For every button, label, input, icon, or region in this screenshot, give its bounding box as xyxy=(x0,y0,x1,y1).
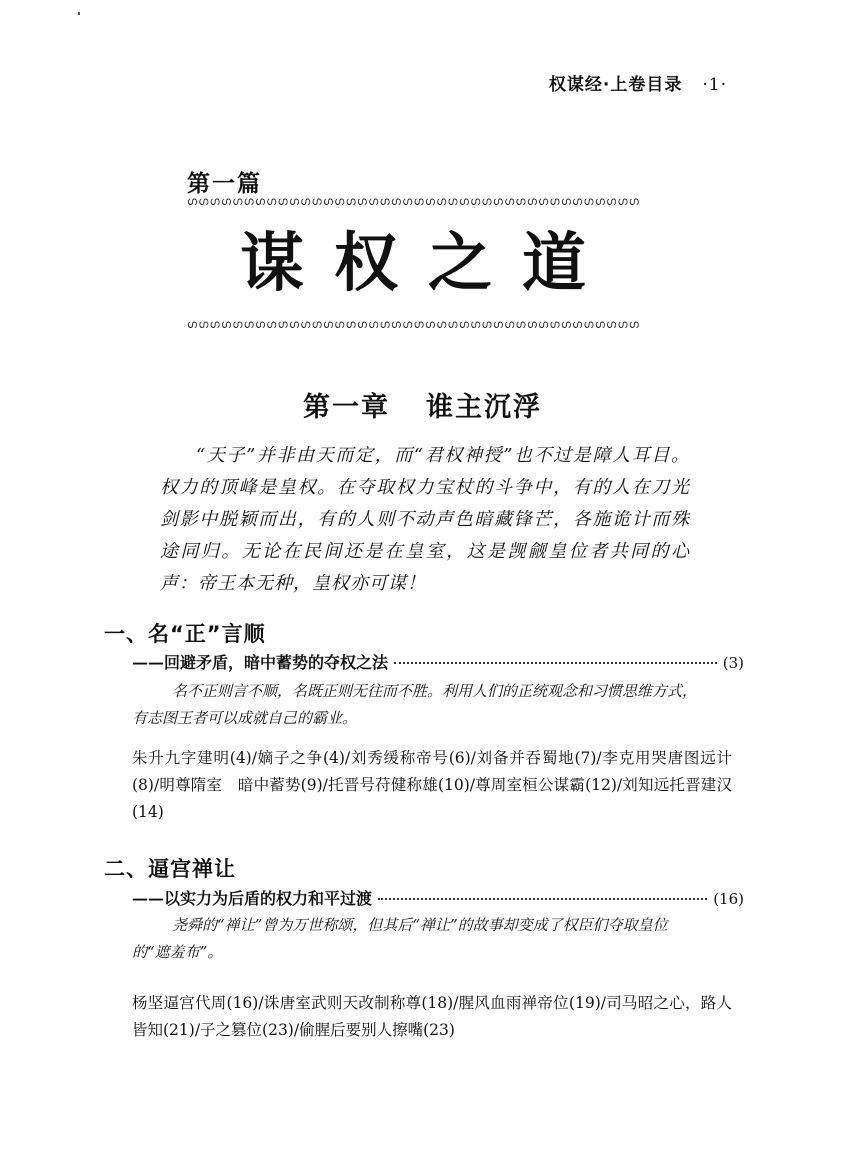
ornament-glyph: ഗ xyxy=(492,319,503,331)
ornament-glyph: ഗ xyxy=(198,319,209,331)
ornament-glyph: ഗ xyxy=(492,196,503,208)
ornament-glyph: ഗ xyxy=(220,319,231,331)
section-2-subtitle: ——以实力为后盾的权力和平过渡 xyxy=(132,889,373,908)
running-header xyxy=(549,70,727,95)
ornament-glyph: ഗ xyxy=(356,196,367,208)
ornament-glyph: ഗ xyxy=(606,319,617,331)
ornament-glyph: ഗ xyxy=(424,319,435,331)
ornament-glyph: ഗ xyxy=(583,196,594,208)
chapter-intro: “天子”并非由天而定，而“君权神授”也不过是障人耳目。权力的顶峰是皇权。在夺取权力宝杖的斗争中，有的人在刀光剑影中脱颖而出，有的人则不动声色暗藏锋芒，各施诡计而殊途同归。无论在民间还是在皇室，这是觊觎皇位者共同的心声：帝王本无种，皇权亦可谋！ xyxy=(160,445,690,594)
ornament-glyph: ഗ xyxy=(379,196,390,208)
ornament-glyph: ഗ xyxy=(232,196,243,208)
scan-speck xyxy=(78,12,80,15)
ornament-glyph: ഗ xyxy=(572,319,583,331)
ornament-glyph: ഗ xyxy=(583,319,594,331)
running-title: 权谋经·上卷目录 xyxy=(548,75,683,95)
section-2-items: 杨坚逼宫代周(16)/诛唐室武则天改制称尊(18)/腥风血雨禅帝位(19)/司马昭之心，路人皆知(21)/子之篡位(23)/偷腥后要别人擦嘴(23) xyxy=(132,994,732,1039)
part-label: 第一篇 xyxy=(187,171,262,197)
chapter-name: 谁主沉浮 xyxy=(426,392,542,423)
ornament-glyph: ഗ xyxy=(288,196,299,208)
ornament-glyph: ഗ xyxy=(345,196,356,208)
ornament-glyph: ഗ xyxy=(560,319,571,331)
ornament-glyph: ഗ xyxy=(334,196,345,208)
ornament-glyph: ഗ xyxy=(266,319,277,331)
ornament-glyph: ഗ xyxy=(481,196,492,208)
part-title: 谋权之道 xyxy=(240,226,616,301)
ornament-glyph: ഗ xyxy=(311,196,322,208)
ornament-glyph: ഗ xyxy=(232,319,243,331)
ornament-glyph: ഗ xyxy=(458,196,469,208)
section-2-title: 二、逼宫禅让 xyxy=(104,857,236,881)
ornament-glyph: ഗ xyxy=(356,319,367,331)
section-1-subtitle: ——回避矛盾，暗中蓄势的夺权之法 xyxy=(132,653,389,672)
ornament-glyph: ഗ xyxy=(345,319,356,331)
ornament-glyph: ഗ xyxy=(368,196,379,208)
ornament-glyph: ഗ xyxy=(481,319,492,331)
ornament-glyph: ഗ xyxy=(628,319,639,331)
ornament-border-bottom xyxy=(187,319,639,331)
chapter-number: 第一章 xyxy=(303,392,390,423)
ornament-glyph: ഗ xyxy=(549,196,560,208)
ornament-glyph: ഗ xyxy=(424,196,435,208)
ornament-glyph: ഗ xyxy=(300,319,311,331)
ornament-glyph: ഗ xyxy=(628,196,639,208)
ornament-glyph: ഗ xyxy=(243,319,254,331)
section-1-page: (3) xyxy=(722,654,744,672)
ornament-glyph: ഗ xyxy=(220,196,231,208)
ornament-glyph: ഗ xyxy=(447,196,458,208)
ornament-glyph: ഗ xyxy=(390,319,401,331)
ornament-glyph: ഗ xyxy=(254,196,265,208)
ornament-glyph: ഗ xyxy=(187,319,198,331)
ornament-glyph: ഗ xyxy=(368,319,379,331)
chapter-title xyxy=(0,385,845,424)
ornament-glyph: ഗ xyxy=(254,319,265,331)
ornament-glyph: ഗ xyxy=(594,196,605,208)
ornament-glyph: ഗ xyxy=(560,196,571,208)
ornament-glyph: ഗ xyxy=(526,319,537,331)
ornament-glyph: ഗ xyxy=(243,196,254,208)
ornament-glyph: ഗ xyxy=(413,196,424,208)
page-number: ·1· xyxy=(702,75,727,95)
ornament-glyph: ഗ xyxy=(447,319,458,331)
ornament-glyph: ഗ xyxy=(288,319,299,331)
dot-leader xyxy=(378,898,707,900)
ornament-glyph: ഗ xyxy=(322,196,333,208)
section-2-description: 尧舜的“禅让”曾为万世称颂，但其后“禅让”的故事却变成了权臣们夺取皇位的“遮羞布”。 xyxy=(132,916,668,961)
ornament-glyph: ഗ xyxy=(277,319,288,331)
section-2-toc-entry[interactable] xyxy=(132,886,744,909)
section-2-page: (16) xyxy=(713,890,744,908)
ornament-glyph: ഗ xyxy=(413,319,424,331)
ornament-glyph: ഗ xyxy=(436,196,447,208)
ornament-glyph: ഗ xyxy=(526,196,537,208)
ornament-glyph: ഗ xyxy=(594,319,605,331)
section-1-title: 一、名“正”言顺 xyxy=(104,622,266,646)
ornament-glyph: ഗ xyxy=(436,319,447,331)
ornament-glyph: ഗ xyxy=(402,196,413,208)
ornament-glyph: ഗ xyxy=(515,319,526,331)
ornament-glyph: ഗ xyxy=(470,196,481,208)
ornament-glyph: ഗ xyxy=(402,319,413,331)
ornament-glyph: ഗ xyxy=(198,196,209,208)
section-1-items: 朱升九字建明(4)/嫡子之争(4)/刘秀缓称帝号(6)/刘备并吞蜀地(7)/李克用哭唐图远计(8)/明尊隋室 暗中蓄势(9)/托晋号苻健称雄(10)/尊周室桓公谋霸(12)/刘知远托晋建汉(14) xyxy=(132,749,732,821)
ornament-glyph: ഗ xyxy=(334,319,345,331)
ornament-glyph: ഗ xyxy=(209,319,220,331)
ornament-glyph: ഗ xyxy=(549,319,560,331)
ornament-glyph: ഗ xyxy=(538,196,549,208)
ornament-glyph: ഗ xyxy=(617,319,628,331)
ornament-glyph: ഗ xyxy=(504,319,515,331)
ornament-glyph: ഗ xyxy=(322,319,333,331)
section-1-description: 名不正则言不顺，名既正则无往而不胜。利用人们的正统观念和习惯思维方式，有志图王者可以成就自己的霸业。 xyxy=(132,682,698,727)
ornament-glyph: ഗ xyxy=(538,319,549,331)
ornament-border-top xyxy=(187,196,639,208)
ornament-glyph: ഗ xyxy=(458,319,469,331)
ornament-glyph: ഗ xyxy=(379,319,390,331)
ornament-glyph: ഗ xyxy=(515,196,526,208)
ornament-glyph: ഗ xyxy=(617,196,628,208)
ornament-glyph: ഗ xyxy=(504,196,515,208)
ornament-glyph: ഗ xyxy=(470,319,481,331)
ornament-glyph: ഗ xyxy=(390,196,401,208)
ornament-glyph: ഗ xyxy=(187,196,198,208)
dot-leader xyxy=(394,662,717,664)
ornament-glyph: ഗ xyxy=(266,196,277,208)
ornament-glyph: ഗ xyxy=(606,196,617,208)
ornament-glyph: ഗ xyxy=(277,196,288,208)
ornament-glyph: ഗ xyxy=(572,196,583,208)
ornament-glyph: ഗ xyxy=(209,196,220,208)
ornament-glyph: ഗ xyxy=(311,319,322,331)
section-1-toc-entry[interactable] xyxy=(132,650,744,673)
ornament-glyph: ഗ xyxy=(300,196,311,208)
